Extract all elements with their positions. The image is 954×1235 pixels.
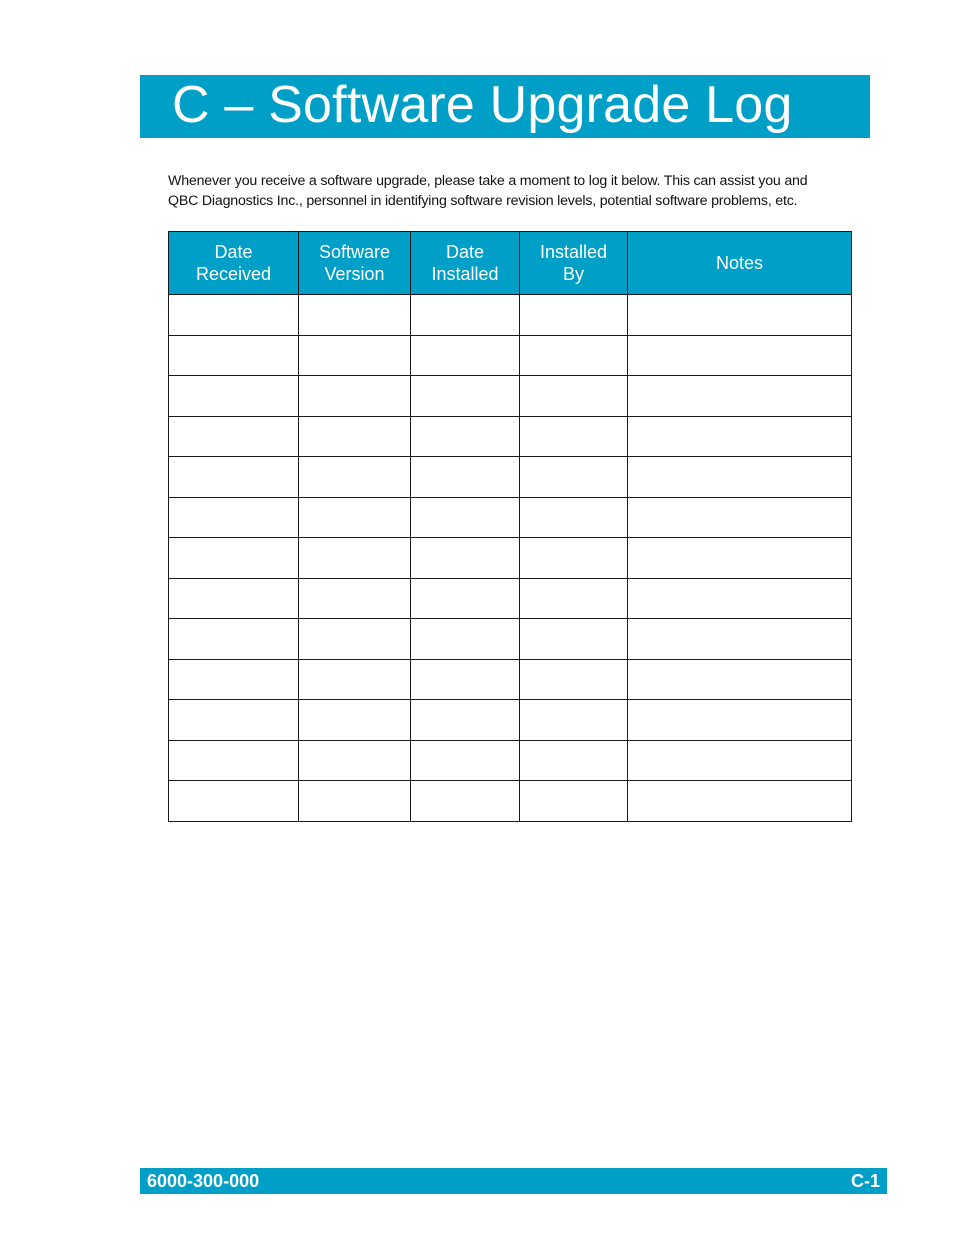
table-row [169, 497, 852, 538]
table-cell[interactable] [299, 416, 411, 457]
column-header-line: Received [195, 264, 272, 284]
table-cell[interactable] [299, 376, 411, 417]
table-cell[interactable] [520, 659, 628, 700]
table-row [169, 700, 852, 741]
column-header-date-installed [411, 232, 520, 295]
table-cell[interactable] [169, 335, 299, 376]
table-cell[interactable] [411, 578, 520, 619]
table-cell[interactable] [299, 335, 411, 376]
document-number: 6000-300-000 [147, 1171, 260, 1191]
table-cell[interactable] [411, 700, 520, 741]
table-row [169, 619, 852, 660]
table-cell[interactable] [299, 700, 411, 741]
table-row [169, 781, 852, 822]
table-body [169, 295, 852, 822]
table-cell[interactable] [169, 538, 299, 579]
table-cell[interactable] [520, 457, 628, 498]
table-cell[interactable] [628, 295, 852, 336]
table-cell[interactable] [628, 619, 852, 660]
table-cell[interactable] [628, 659, 852, 700]
table-row [169, 538, 852, 579]
table-cell[interactable] [628, 497, 852, 538]
table-cell[interactable] [169, 457, 299, 498]
table-cell[interactable] [299, 295, 411, 336]
table-cell[interactable] [520, 335, 628, 376]
table-cell[interactable] [628, 335, 852, 376]
table-cell[interactable] [628, 740, 852, 781]
page-title: C – Software Upgrade Log [172, 76, 793, 134]
column-header-line: Date [214, 242, 253, 262]
table-cell[interactable] [169, 659, 299, 700]
intro-line-2: QBC Diagnostics Inc., personnel in identifying software revision levels, potential software problems, etc. [168, 192, 798, 209]
table-cell[interactable] [169, 578, 299, 619]
table-cell[interactable] [299, 781, 411, 822]
table-cell[interactable] [299, 538, 411, 579]
table-cell[interactable] [411, 659, 520, 700]
table-cell[interactable] [628, 416, 852, 457]
column-header-line: Installed [431, 264, 499, 284]
intro-line-1: Whenever you receive a software upgrade, please take a moment to log it below. This can assist you and [168, 173, 808, 189]
table-cell[interactable] [628, 781, 852, 822]
table-cell[interactable] [628, 700, 852, 741]
table-row [169, 335, 852, 376]
table-row [169, 416, 852, 457]
table-cell[interactable] [299, 497, 411, 538]
page-number: C-1 [850, 1171, 880, 1191]
table-cell[interactable] [299, 578, 411, 619]
column-header-line: Notes [715, 253, 764, 273]
table-cell[interactable] [411, 619, 520, 660]
table-cell[interactable] [520, 700, 628, 741]
table-cell[interactable] [411, 538, 520, 579]
table-cell[interactable] [628, 538, 852, 579]
table-cell[interactable] [520, 740, 628, 781]
table-cell[interactable] [299, 457, 411, 498]
table-cell[interactable] [411, 376, 520, 417]
table-header-row [169, 232, 852, 295]
table-cell[interactable] [299, 740, 411, 781]
table-cell[interactable] [169, 497, 299, 538]
table-cell[interactable] [520, 619, 628, 660]
table-cell[interactable] [411, 781, 520, 822]
table-cell[interactable] [411, 457, 520, 498]
table-cell[interactable] [169, 416, 299, 457]
column-header-software-version [299, 232, 411, 295]
page-title-banner [140, 75, 870, 138]
table-row [169, 457, 852, 498]
column-header-installed-by [520, 232, 628, 295]
table-cell[interactable] [520, 578, 628, 619]
table-cell[interactable] [411, 740, 520, 781]
table-cell[interactable] [520, 781, 628, 822]
table-cell[interactable] [520, 538, 628, 579]
table-cell[interactable] [520, 295, 628, 336]
table-cell[interactable] [628, 578, 852, 619]
table-cell[interactable] [299, 619, 411, 660]
column-header-notes [628, 232, 852, 295]
table-cell[interactable] [411, 416, 520, 457]
table-cell[interactable] [411, 295, 520, 336]
table-cell[interactable] [411, 497, 520, 538]
column-header-line: Date [445, 242, 485, 262]
table-cell[interactable] [628, 376, 852, 417]
table-cell[interactable] [169, 781, 299, 822]
software-upgrade-log-table [168, 231, 852, 822]
table-row [169, 376, 852, 417]
table-cell[interactable] [520, 376, 628, 417]
table-cell[interactable] [169, 295, 299, 336]
table-cell[interactable] [169, 740, 299, 781]
column-header-line: Installed [539, 242, 608, 262]
column-header-line: By [562, 264, 584, 284]
table-row [169, 740, 852, 781]
table-cell[interactable] [520, 497, 628, 538]
table-cell[interactable] [169, 700, 299, 741]
table-cell[interactable] [299, 659, 411, 700]
table-row [169, 578, 852, 619]
table-cell[interactable] [169, 376, 299, 417]
table-cell[interactable] [628, 457, 852, 498]
table-cell[interactable] [520, 416, 628, 457]
table-row [169, 295, 852, 336]
column-header-line: Software [318, 242, 391, 262]
table-cell[interactable] [169, 619, 299, 660]
footer-bar [140, 1168, 887, 1194]
intro-paragraph [168, 172, 878, 211]
table-cell[interactable] [411, 335, 520, 376]
column-header-date-received [169, 232, 299, 295]
table-row [169, 659, 852, 700]
column-header-line: Version [324, 264, 385, 284]
